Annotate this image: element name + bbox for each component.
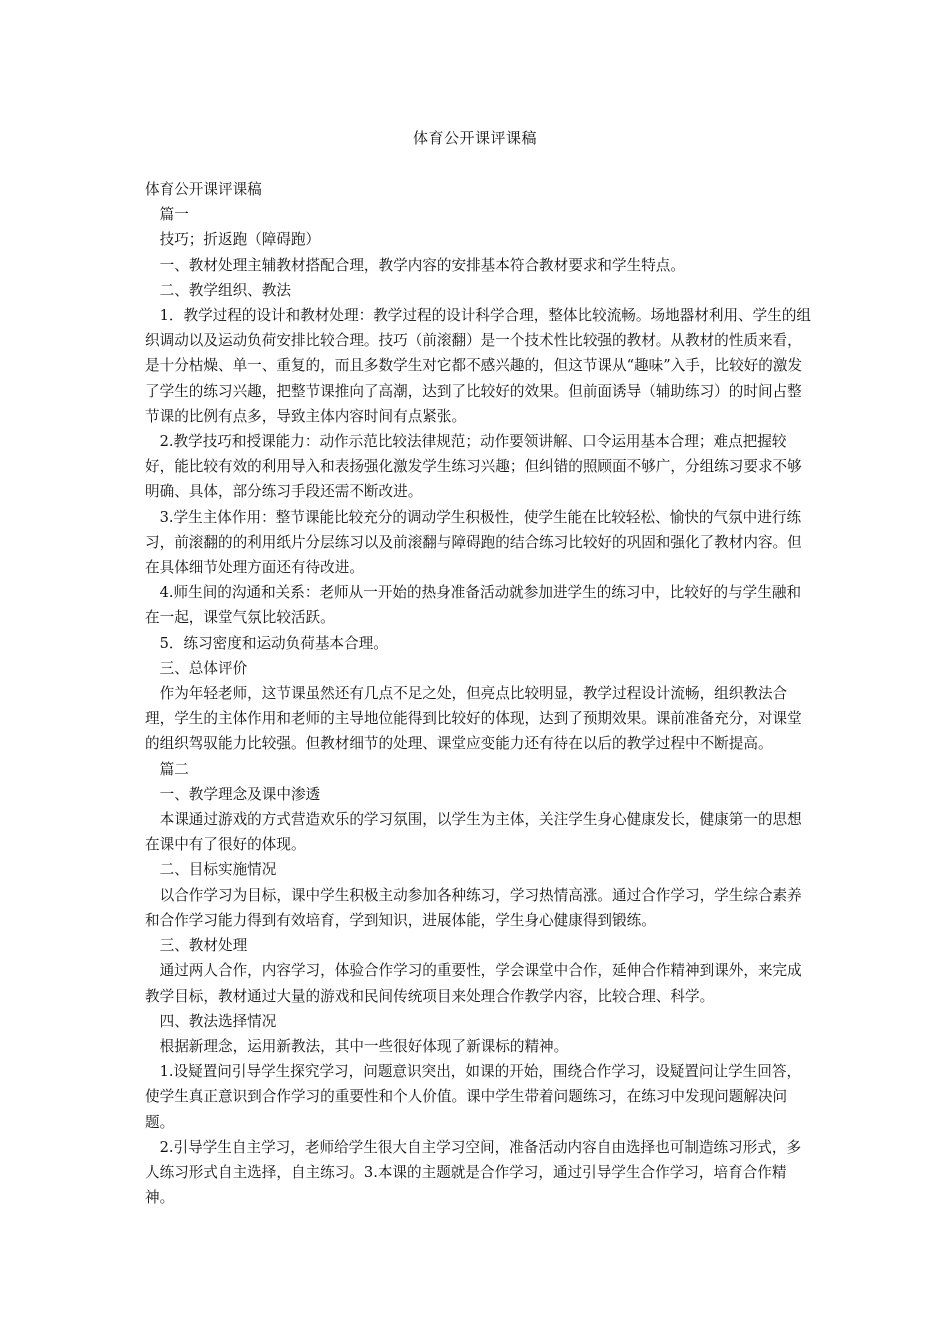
subheading-philosophy: 一、教学理念及课中渗透 bbox=[145, 785, 321, 803]
paragraph-inquiry: 1.设疑置问引导学生探究学习，问题意识突出，如课的开始，围绕合作学习，设疑置问让学生回答，使学生真正意识到合作学习的重要性和个人价值。课中学生带着问题练习，在练习中发现问题解决问题。 bbox=[145, 1063, 802, 1131]
paragraph-student-role: 3.学生主体作用：整节课能比较充分的调动学生积极性，使学生能在比较轻松、愉快的气氛中进行练习，前滚翻的的利用纸片分层练习以及前滚翻与障碍跑的结合练习比较好的巩固和强化了教材内容。但在具体细节处理方面还有待改进。 bbox=[145, 508, 802, 577]
document-title: 体育公开课评课稿 bbox=[412, 129, 537, 147]
subheading-goals: 二、目标实施情况 bbox=[145, 861, 277, 879]
paragraph-philosophy: 本课通过游戏的方式营造欢乐的学习氛围，以学生为主体，关注学生身心健康发长，健康第一的思想在课中有了很好的体现。 bbox=[145, 811, 802, 854]
body-heading: 体育公开课评课稿 bbox=[145, 181, 262, 198]
paragraph-density: 5．练习密度和运动负荷基本合理。 bbox=[145, 634, 388, 652]
paragraph-material-handling: 通过两人合作，内容学习，体验合作学习的重要性，学会课堂中合作，延伸合作精神到课外，来完成教学目标，教材通过大量的游戏和民间传统项目来处理合作教学内容，比较合理、科学。 bbox=[145, 962, 802, 1005]
paragraph-methods-intro: 根据新理念，运用新教法，其中一些很好体现了新课标的精神。 bbox=[145, 1037, 569, 1055]
paragraph-communication: 4.师生间的沟通和关系：老师从一开始的热身准备活动就参加进学生的练习中，比较好的与学生融和在一起，课堂气氛比较活跃。 bbox=[145, 584, 802, 627]
subheading-organization: 二、教学组织、教法 bbox=[145, 281, 291, 299]
paragraph-goals: 以合作学习为目标，课中学生积极主动参加各种练习，学习热情高涨。通过合作学习，学生综合素养和合作学习能力得到有效培育，学到知识，进展体能，学生身心健康得到锻练。 bbox=[145, 886, 802, 929]
subheading-material-handling: 三、教材处理 bbox=[145, 937, 248, 955]
subheading-overall: 三、总体评价 bbox=[145, 659, 248, 677]
document-body bbox=[145, 177, 813, 1210]
paragraph-overall-evaluation: 作为年轻老师，这节课虽然还有几点不足之处，但亮点比较明显，教学过程设计流畅，组织教法合理，学生的主体作用和老师的主导地位能得到比较好的体现，达到了预期效果。课前准备充分，对课堂的组织驾驭能力比较强。但教材细节的处理、课堂应变能力还有待在以后的教学过程中不断提高。 bbox=[145, 685, 802, 753]
subheading-methods: 四、教法选择情况 bbox=[145, 1012, 277, 1030]
paragraph-material: 一、教材处理主辅教材搭配合理，教学内容的安排基本符合教材要求和学生特点。 bbox=[145, 256, 685, 274]
section-label-part-one: 篇一 bbox=[145, 206, 189, 224]
paragraph-process-design: 1．教学过程的设计和教材处理：教学过程的设计科学合理，整体比较流畅。场地器材利用、学生的组织调动以及运动负荷安排比较合理。技巧（前滚翻）是一个技术性比较强的教材。从教材的性质来看，是十分枯燥、单一、重复的，而且多数学生对它都不感兴趣的，但这节课从“趣味”入手，比较好的激发了学生的练习兴趣，把整节课推向了高潮，达到了比较好的效果。但前面诱导（辅助练习）的时间占整节课的比例有点多，导致主体内容时间有点紧张。 bbox=[145, 307, 812, 425]
paragraph-topic: 技巧；折返跑（障碍跑） bbox=[145, 231, 321, 249]
paragraph-teaching-skills: 2.教学技巧和授课能力：动作示范比较法律规范；动作要领讲解、口令运用基本合理；难点把握较好，能比较有效的利用导入和表扬强化激发学生练习兴趣；但纠错的照顾面不够广，分组练习要求不够明确、具体，部分练习手段还需不断改进。 bbox=[145, 433, 802, 501]
paragraph-autonomy: 2.引导学生自主学习，老师给学生很大自主学习空间，准备活动内容自由选择也可制造练习形式，多人练习形式自主选择，自主练习。3.本课的主题就是合作学习，通过引导学生合作学习，培育合作精神。 bbox=[145, 1138, 802, 1207]
section-label-part-two: 篇二 bbox=[145, 760, 189, 778]
